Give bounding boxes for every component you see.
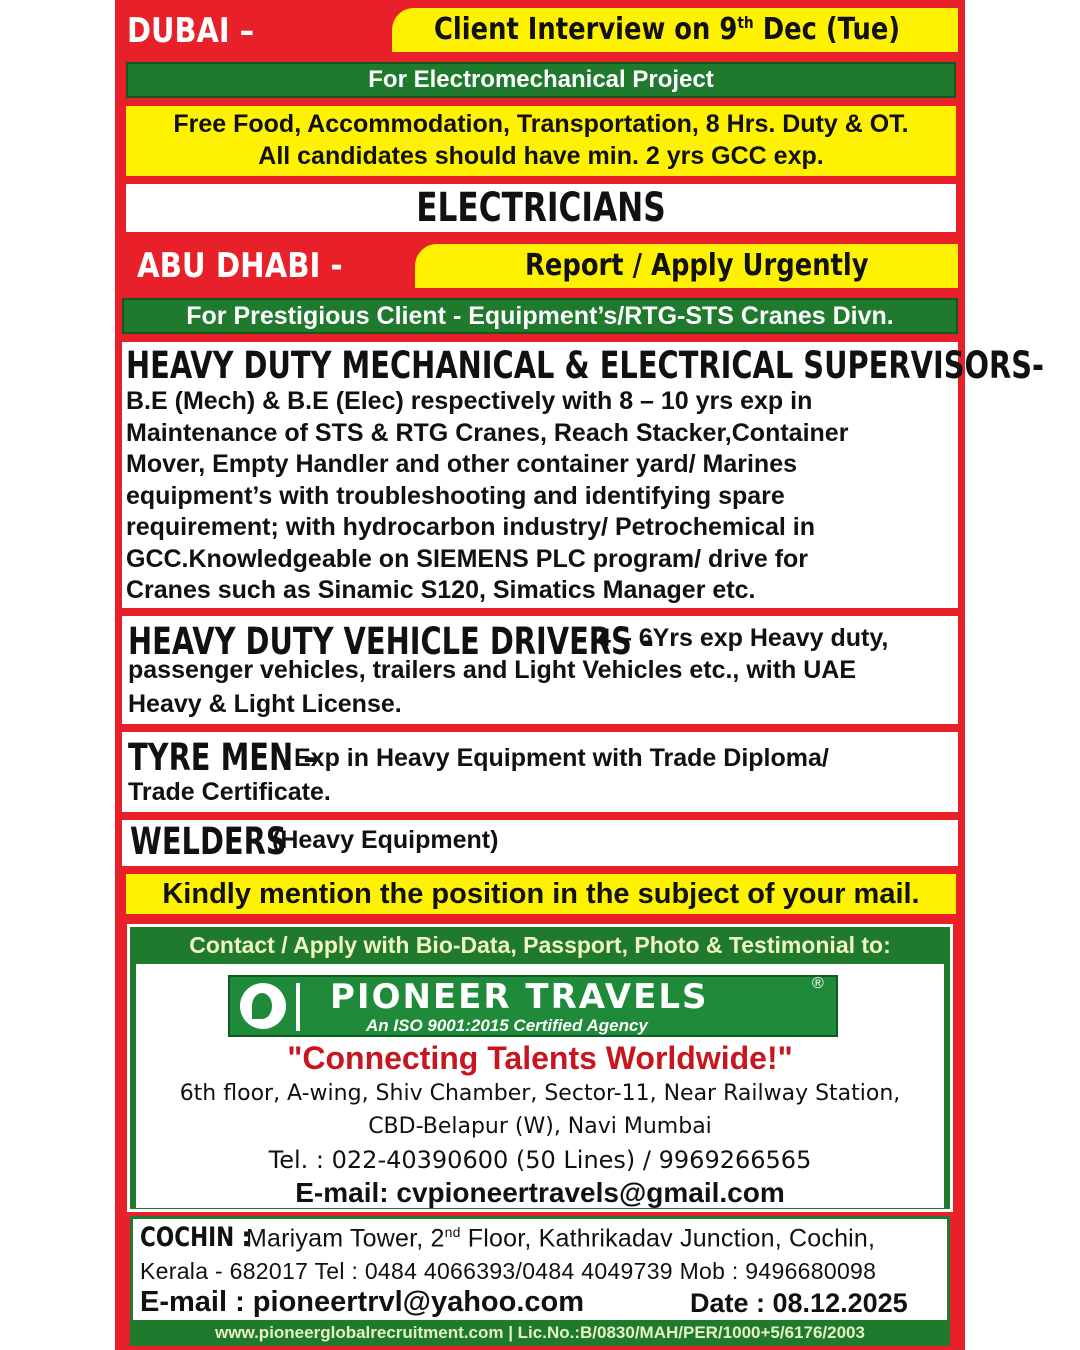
company-name: PIONEER TRAVELS: [330, 977, 709, 1017]
abudhabi-report-banner: [415, 244, 958, 288]
supervisors-line: Cranes such as Sinamic S120, Simatics Manager etc.: [126, 576, 756, 604]
supervisors-line: Mover, Empty Handler and other container yard/ Marines: [126, 450, 798, 478]
interview-pre: Client Interview on 9: [434, 12, 738, 47]
address-line-2: CBD-Belapur (W), Navi Mumbai: [368, 1114, 712, 1139]
cochin-contact-line: Kerala - 682017 Tel : 0484 4066393/0484 4049739 Mob : 9496680098: [140, 1258, 877, 1284]
abudhabi-report-text: Report / Apply Urgently: [525, 248, 869, 283]
notice-text: Kindly mention the position in the subject of your mail.: [162, 878, 920, 910]
supervisors-line: equipment’s with troubleshooting and identifying spare: [126, 481, 785, 510]
contact-heading: [130, 927, 950, 963]
dubai-location-text: DUBAI –: [127, 11, 255, 51]
supervisors-box: [122, 342, 1044, 608]
notice-box: [126, 874, 956, 914]
tyre-men-line-2: Trade Certificate.: [128, 778, 331, 806]
supervisors-line: GCC.Knowledgeable on SIEMENS PLC program/ drive for: [126, 544, 809, 573]
registered-mark: ®: [812, 975, 824, 992]
abudhabi-client-text: For Prestigious Client - Equipment’s/RTG-STS Cranes Divn.: [186, 302, 894, 330]
contact-email[interactable]: E-mail: cvpioneertravels@gmail.com: [295, 1177, 785, 1208]
dubai-interview-banner: [392, 8, 958, 52]
drivers-line-1: 4 – 6Yrs exp Heavy duty,: [597, 624, 889, 652]
interview-sup: th: [737, 13, 754, 32]
drivers-line-2: passenger vehicles, trailers and Light Vehicles etc., with UAE: [128, 656, 857, 684]
abudhabi-location: [115, 238, 415, 294]
logo-divider: [296, 983, 300, 1031]
tyre-men-title: TYRE MEN –: [128, 736, 318, 779]
abudhabi-client-bar: [122, 298, 958, 334]
cochin-address-sup: nd: [444, 1224, 461, 1240]
supervisors-line: B.E (Mech) & B.E (Elec) respectively with 8 – 10 yrs exp in: [126, 387, 813, 415]
tyre-men-box: [122, 732, 958, 812]
tyre-men-line-1: Exp in Heavy Equipment with Trade Diploma/: [294, 744, 829, 772]
tagline: [136, 1038, 944, 1078]
supervisors-line: requirement; with hydrocarbon industry/ Petrochemical in: [126, 513, 816, 541]
dubai-job-title: ELECTRICIANS: [416, 185, 666, 231]
cochin-label: COCHIN :: [140, 1222, 251, 1253]
telephone: Tel. : 022-40390600 (50 Lines) / 9969266565: [268, 1146, 812, 1174]
dubai-project-text: For Electromechanical Project: [368, 66, 714, 93]
address-line-1: 6th floor, A-wing, Shiv Chamber, Sector-11, Near Railway Station,: [179, 1081, 901, 1106]
dubai-job-title-box: [126, 184, 956, 232]
dubai-benefits-box: [126, 106, 956, 176]
welders-box: [122, 820, 958, 866]
dubai-interview-text: [434, 12, 900, 47]
benefits-line-2: All candidates should have min. 2 yrs GCC exp.: [258, 142, 824, 170]
cochin-address: [246, 1224, 875, 1253]
interview-post: Dec (Tue): [753, 12, 901, 47]
cochin-address-post: Floor, Kathrikadav Junction, Cochin,: [460, 1224, 876, 1253]
supervisors-title: HEAVY DUTY MECHANICAL & ELECTRICAL SUPERVISORS-: [126, 344, 1044, 387]
dubai-location: [115, 5, 390, 57]
drivers-title: HEAVY DUTY VEHICLE DRIVERS -: [128, 620, 654, 663]
cochin-address-pre: Mariyam Tower, 2: [246, 1224, 445, 1253]
welders-description: (Heavy Equipment): [272, 826, 499, 854]
footer-text: www.pioneerglobalrecruitment.com | Lic.No.:B/0830/MAH/PER/1000+5/6176/2003: [215, 1323, 865, 1342]
advert-date: Date : 08.12.2025: [690, 1288, 908, 1318]
dubai-project-bar: [126, 62, 956, 98]
tagline-text: "Connecting Talents Worldwide!": [287, 1040, 793, 1076]
abudhabi-location-text: ABU DHABI -: [137, 246, 343, 286]
drivers-box: [122, 616, 958, 724]
drivers-line-3: Heavy & Light License.: [128, 690, 402, 718]
cochin-address-row: [140, 1222, 946, 1256]
address-block: [136, 1078, 944, 1210]
company-certification: An ISO 9001:2015 Certified Agency: [366, 1016, 648, 1035]
supervisors-line: Maintenance of STS & RTG Cranes, Reach Stacker,Container: [126, 418, 849, 447]
cochin-email[interactable]: E-mail : pioneertrvl@yahoo.com: [140, 1286, 585, 1318]
benefits-line-1: Free Food, Accommodation, Transportation, 8 Hrs. Duty & OT.: [173, 110, 909, 138]
supervisors-description: [126, 386, 848, 607]
company-logo: [228, 975, 838, 1037]
contact-heading-text: Contact / Apply with Bio-Data, Passport, Photo & Testimonial to:: [189, 932, 891, 958]
footer-bar: [130, 1320, 950, 1346]
logo-emblem-icon: [240, 983, 286, 1029]
welders-title: WELDERS: [130, 820, 287, 863]
